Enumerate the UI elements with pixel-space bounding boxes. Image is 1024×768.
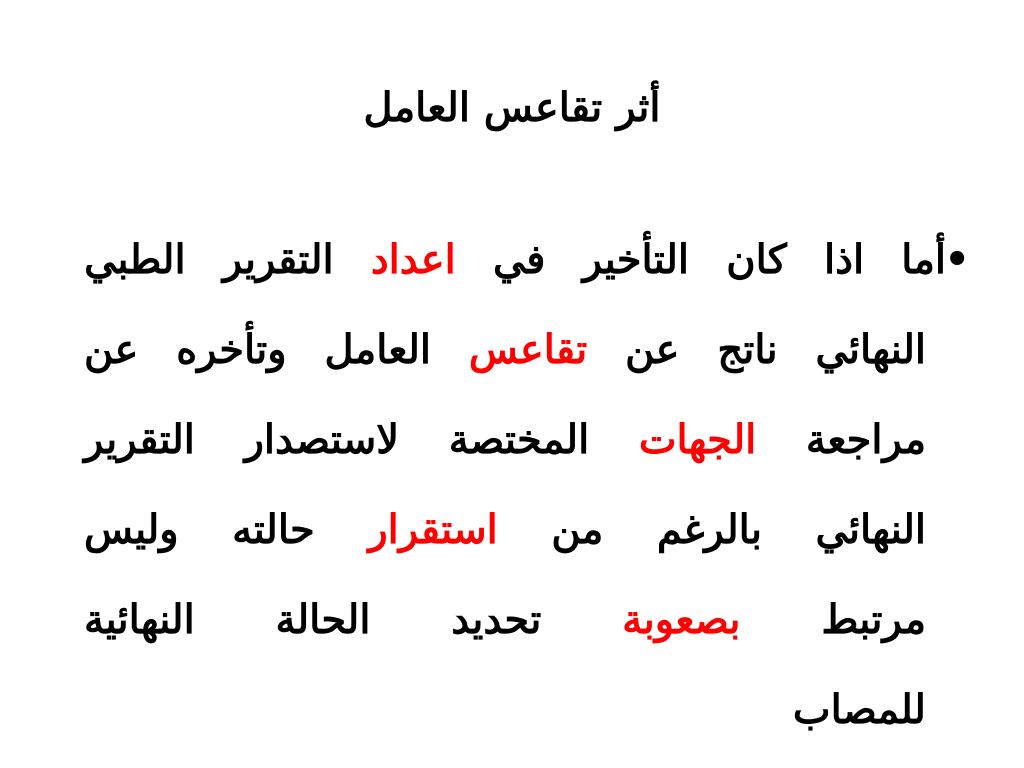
paragraph-line-3 — [84, 408, 946, 498]
word: لاستصدار — [244, 416, 400, 463]
word: اذا — [824, 236, 865, 283]
highlighted-word: تقاعس — [468, 326, 588, 373]
word: العامل — [324, 326, 431, 373]
paragraph-line-5 — [84, 588, 946, 678]
highlighted-word: اعداد — [370, 236, 456, 283]
highlighted-word: بصعوبة — [622, 596, 741, 643]
paragraph-line-2 — [84, 318, 946, 408]
word: الطبي — [84, 236, 186, 283]
word: عن — [84, 326, 139, 373]
word: النهائي — [815, 326, 926, 373]
paragraph-line-4 — [84, 498, 946, 588]
word: التقرير — [222, 236, 334, 283]
word: بالرغم — [656, 506, 762, 553]
slide-title: أثر تقاعس العامل — [363, 84, 661, 131]
bullet-paragraph — [84, 228, 970, 768]
word: عن — [625, 326, 680, 373]
bullet-marker: • — [944, 236, 970, 283]
word: النهائي — [815, 506, 926, 553]
word: مرتبط — [821, 596, 926, 643]
word: التقرير — [84, 416, 195, 463]
word: وتأخره — [176, 326, 287, 373]
word: في — [492, 236, 546, 283]
word: الحالة — [275, 596, 371, 643]
word: من — [551, 506, 604, 553]
word: أما — [901, 236, 946, 283]
word: كان — [726, 236, 787, 283]
highlighted-word: الجهات — [638, 416, 757, 463]
word: النهائية — [84, 596, 195, 643]
word: حالته — [232, 506, 315, 553]
word: وليس — [84, 506, 179, 553]
word: المختصة — [448, 416, 590, 463]
word: تحديد — [451, 596, 542, 643]
highlighted-word: استقرار — [368, 506, 498, 553]
word: التأخير — [582, 236, 690, 283]
paragraph-line-6 — [84, 678, 946, 768]
paragraph-line-1 — [84, 228, 970, 318]
word: مراجعة — [805, 416, 926, 463]
word: ناتج — [717, 326, 778, 373]
word: للمصاب — [792, 686, 926, 733]
